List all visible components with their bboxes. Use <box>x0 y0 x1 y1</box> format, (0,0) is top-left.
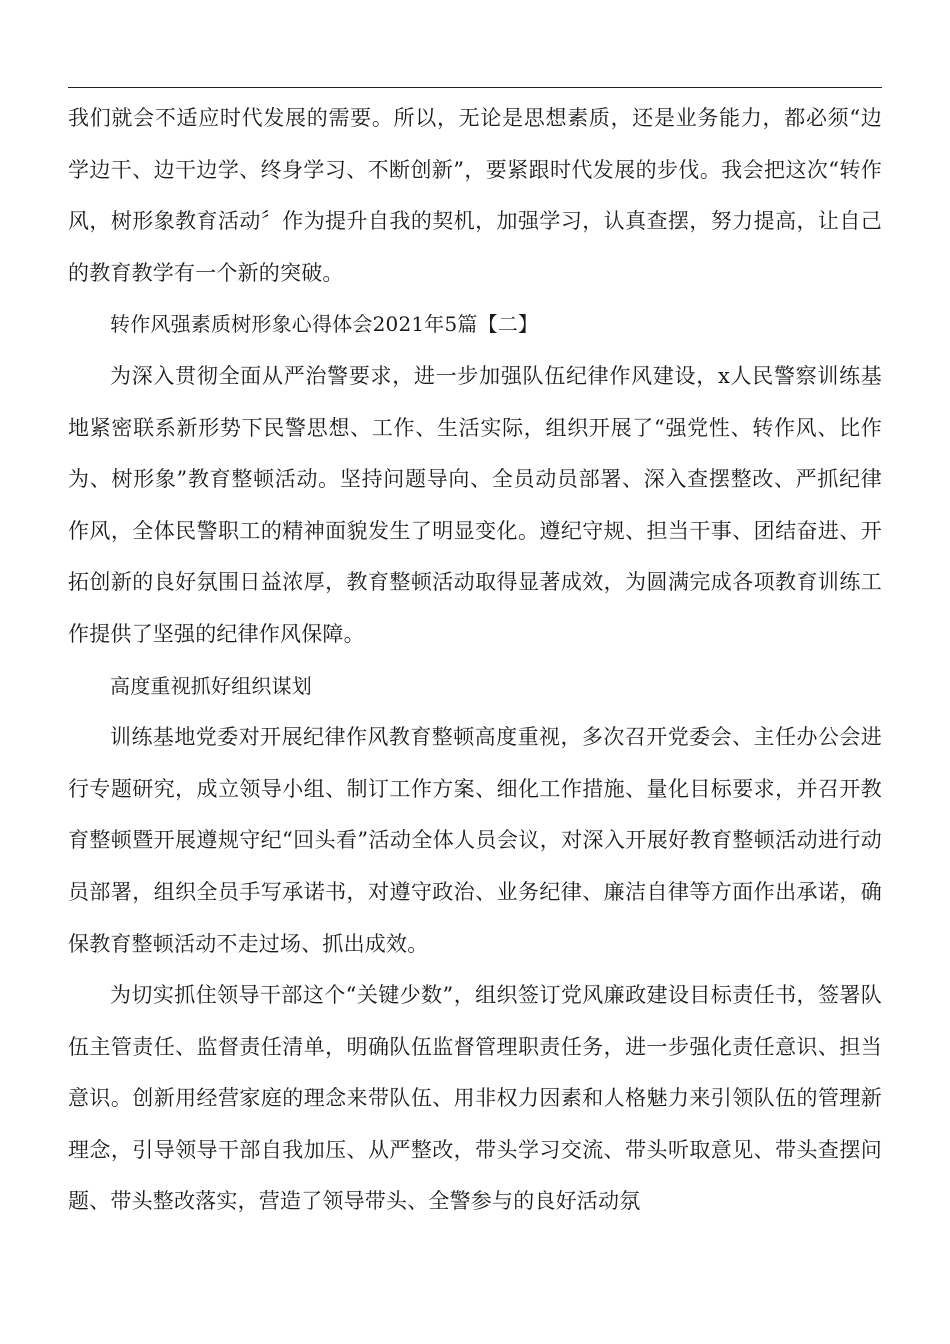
paragraph-leadership: 为切实抓住领导干部这个“关键少数”，组织签订党风廉政建设目标责任书，签署队伍主管责任、监督责任清单，明确队伍监督管理职责任务，进一步强化责任意识、担当意识。创新用经营家庭的理念来带队伍、用非权力因素和人格魅力来引领队伍的管理新理念，引导领导干部自我加压、从严整改，带头学习交流、带头听取意见、带头查摆问题、带头整改落实，营造了领导带头、全警参与的良好活动氛 <box>68 983 882 1214</box>
document-body <box>68 93 882 1228</box>
paragraph-continuation: 我们就会不适应时代发展的需要。所以，无论是思想素质，还是业务能力，都必须“边学边干、边干边学、终身学习、不断创新”，要紧跟时代发展的步伐。我会把这次“转作风，树形象教育活动〞作为提升自我的契机，加强学习，认真查摆，努力提高，让自己的教育教学有一个新的突破。 <box>68 106 882 285</box>
paragraph-organization: 训练基地党委对开展纪律作风教育整顿高度重视，多次召开党委会、主任办公会进行专题研究，成立领导小组、制订工作方案、细化工作措施、量化目标要求，并召开教育整顿暨开展遵规守纪“回头看”活动全体人员会议，对深入开展好教育整顿活动进行动员部署，组织全员手写承诺书，对遵守政治、业务纪律、廉洁自律等方面作出承诺，确保教育整顿活动不走过场、抓出成效。 <box>68 725 882 956</box>
section-title: 转作风强素质树形象心得体会2021年5篇【二】 <box>110 312 539 337</box>
subsection-heading: 高度重视抓好组织谋划 <box>110 673 312 698</box>
paragraph-intro: 为深入贯彻全面从严治警要求，进一步加强队伍纪律作风建设，x人民警察训练基地紧密联系新形势下民警思想、工作、生活实际，组织开展了“强党性、转作风、比作为、树形象”教育整顿活动。坚持问题导向、全员动员部署、深入查摆整改、严抓纪律作风，全体民警职工的精神面貌发生了明显变化。遵纪守规、担当干事、团结奋进、开拓创新的良好氛围日益浓厚，教育整顿活动取得显著成效，为圆满完成各项教育训练工作提供了坚强的纪律作风保障。 <box>68 363 882 646</box>
header-rule <box>68 87 882 88</box>
